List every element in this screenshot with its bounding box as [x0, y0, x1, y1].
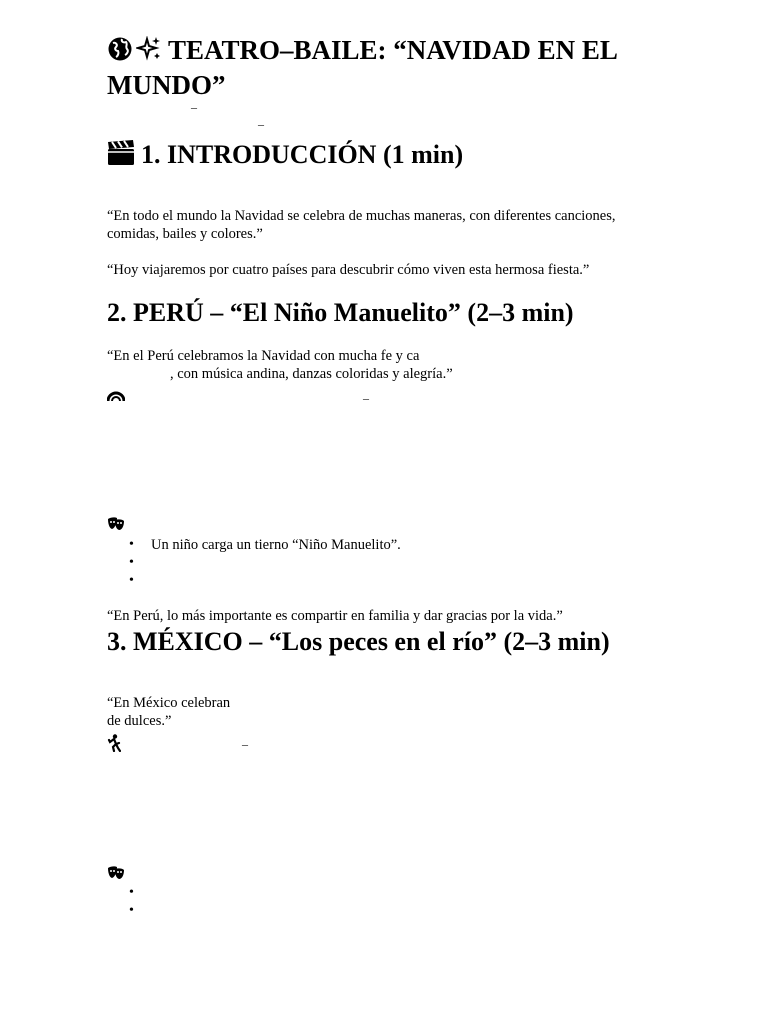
globe-icon: [107, 36, 133, 69]
peru-bullet-list: [107, 536, 607, 590]
stray-dash: –: [191, 100, 197, 114]
section-heading-text: 1. INTRODUCCIÓN (1 min): [141, 140, 464, 169]
intro-paragraph-1: [107, 207, 667, 243]
mexico-bullet-list: [107, 884, 607, 920]
list-item: [107, 554, 607, 572]
section-heading-mexico: 3. MÉXICO – “Los peces en el río” (2–3 min): [107, 627, 610, 656]
stray-dash: –: [258, 117, 264, 131]
peru-line-1: “En el Perú celebramos la Navidad con mucha fe y ca: [107, 348, 420, 364]
text-line: “En todo el mundo la Navidad se celebra de muchas maneras, con diferentes canciones,: [107, 208, 616, 224]
section-heading-peru: 2. PERÚ – “El Niño Manuelito” (2–3 min): [107, 298, 574, 327]
theater-masks-icon: [107, 866, 125, 885]
list-item: [107, 902, 607, 920]
document-title: [107, 34, 707, 101]
dancer-icon: [107, 734, 121, 757]
stray-dash: –: [242, 737, 248, 751]
title-line-2: MUNDO”: [107, 70, 226, 101]
intro-paragraph-2: “Hoy viajaremos por cuatro países para descubrir cómo viven esta hermosa fiesta.”: [107, 262, 590, 278]
list-item: [107, 884, 607, 902]
text-line: comidas, bailes y colores.”: [107, 226, 263, 242]
section-heading-introduccion: [107, 140, 463, 173]
mexico-line-2: de dulces.”: [107, 713, 172, 729]
title-line-1: TEATRO–BAILE: “NAVIDAD EN EL: [168, 35, 618, 65]
list-item: [107, 572, 607, 590]
stray-dash: –: [363, 391, 369, 405]
sparkles-icon: [136, 36, 162, 69]
mexico-line-1: “En México celebran: [107, 695, 231, 711]
theater-masks-icon: [107, 517, 125, 536]
list-item: • Un niño carga un tierno “Niño Manuelito”.: [107, 536, 607, 554]
peru-line-2: , con música andina, danzas coloridas y alegría.”: [170, 366, 453, 382]
rainbow-icon: [107, 389, 125, 407]
peru-closing: “En Perú, lo más importante es compartir en familia y dar gracias por la vida.”: [107, 608, 563, 624]
clapper-board-icon: [107, 138, 135, 173]
